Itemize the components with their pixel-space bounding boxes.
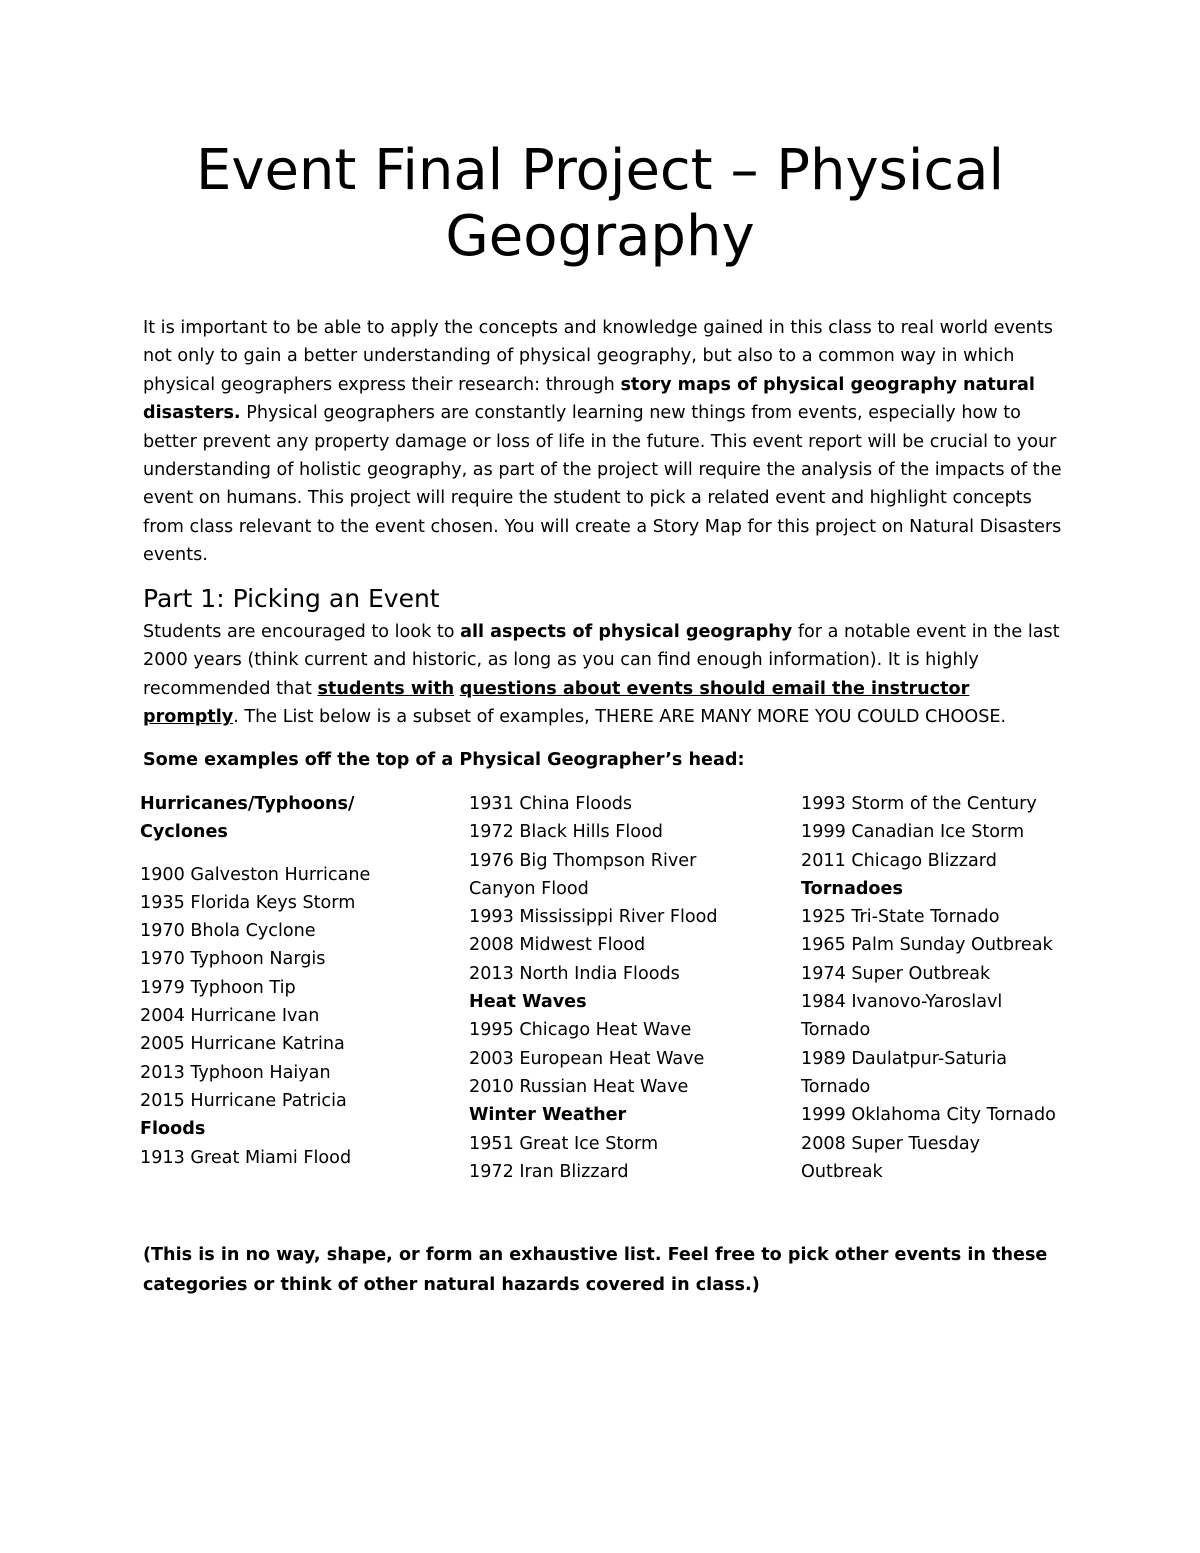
category-heading: Heat Waves: [469, 992, 587, 1013]
list-item: 1935 Florida Keys Storm: [140, 892, 356, 913]
examples-column-3: [801, 790, 1091, 1186]
list-item: 1913 Great Miami Flood: [140, 1147, 352, 1168]
category-heading: Tornadoes: [801, 878, 903, 899]
category-heading: Cyclones: [140, 822, 228, 843]
footer-note: (This is in no way, shape, or form an exhaustive list. Feel free to pick other events in these categories or think of other natural hazards covered in class.): [143, 1245, 1048, 1295]
examples-column-2: [469, 790, 769, 1186]
list-item: 1972 Iran Blizzard: [469, 1161, 629, 1182]
list-item: Tornado: [801, 1076, 871, 1097]
list-item: 1993 Mississippi River Flood: [469, 907, 718, 928]
part1-text-2: for a notable event in the last 2000 years (think current and historic, as long as you can find enough information). It is highly recommended that: [143, 622, 1060, 699]
intro-text-1: It is important to be able to apply the concepts and knowledge gained in this class to real world events not only to gain a better understanding of physical geography, but also to a common way in which physical geographers express their research: through: [143, 318, 1053, 395]
page-title: Event Final Project – Physical Geography: [195, 138, 1005, 269]
list-item: 1965 Palm Sunday Outbreak: [801, 935, 1053, 956]
category-heading: Winter Weather: [469, 1105, 627, 1126]
part1-underlined-text-2: questions about events should email the instructor promptly: [143, 678, 970, 728]
list-item: 2011 Chicago Blizzard: [801, 850, 997, 871]
list-item: 2005 Hurricane Katrina: [140, 1034, 345, 1055]
list-item: 1999 Oklahoma City Tornado: [801, 1105, 1056, 1126]
examples-column-1: [140, 790, 440, 1172]
list-item: 1984 Ivanovo-Yaroslavl: [801, 992, 1003, 1013]
part1-text-3: . The List below is a subset of examples, THERE ARE MANY MORE YOU COULD CHOOSE.: [233, 707, 1007, 728]
list-item: Tornado: [801, 1020, 871, 1041]
list-item: 1976 Big Thompson River: [469, 850, 697, 871]
list-item: 1951 Great Ice Storm: [469, 1133, 659, 1154]
part1-bold-text: all aspects of physical geography: [460, 622, 793, 642]
list-item: 1970 Bhola Cyclone: [140, 921, 316, 942]
intro-paragraph: [143, 314, 1063, 570]
list-item: 1989 Daulatpur-Saturia: [801, 1048, 1008, 1069]
part1-paragraph: [143, 618, 1063, 732]
part1-heading: Part 1: Picking an Event: [143, 584, 440, 613]
list-item: Canyon Flood: [469, 878, 589, 899]
list-item: Outbreak: [801, 1161, 883, 1182]
list-item: 1999 Canadian Ice Storm: [801, 822, 1025, 843]
list-item: 2008 Midwest Flood: [469, 935, 646, 956]
list-item: 2004 Hurricane Ivan: [140, 1006, 320, 1027]
intro-text-2: Physical geographers are constantly learning new things from events, especially how to better prevent any property damage or loss of life in the future. This event report will be crucial to your understanding of holistic geography, as part of the project will require the analysis of the impacts of the event on humans. This project will require the student to pick a related event and highlight concepts from class relevant to the event chosen. You will create a Story Map for this project on Natural Disasters events.: [143, 403, 1062, 566]
list-item: 1931 China Floods: [469, 794, 633, 814]
list-item: 1970 Typhoon Nargis: [140, 949, 326, 970]
list-item: 2010 Russian Heat Wave: [469, 1076, 689, 1097]
list-item: 1900 Galveston Hurricane: [140, 864, 371, 885]
list-item: 1979 Typhoon Tip: [140, 977, 296, 998]
part1-text-1: Students are encouraged to look to: [143, 622, 461, 642]
list-item: 1974 Super Outbreak: [801, 963, 991, 984]
list-item: 1993 Storm of the Century: [801, 794, 1037, 814]
list-item: 1972 Black Hills Flood: [469, 822, 663, 843]
category-heading: Hurricanes/Typhoons/: [140, 794, 355, 814]
category-heading: Floods: [140, 1119, 206, 1140]
list-item: 2003 European Heat Wave: [469, 1048, 705, 1069]
examples-heading: Some examples off the top of a Physical Geographer’s head:: [143, 750, 745, 770]
list-item: 2015 Hurricane Patricia: [140, 1090, 347, 1111]
list-item: 2013 North India Floods: [469, 963, 680, 984]
list-item: 2008 Super Tuesday: [801, 1133, 981, 1154]
part1-underlined-text-1: students with: [317, 678, 455, 699]
list-item: 2013 Typhoon Haiyan: [140, 1062, 331, 1083]
list-item: 1925 Tri-State Tornado: [801, 907, 1000, 928]
list-item: 1995 Chicago Heat Wave: [469, 1020, 692, 1041]
intro-bold-text: story maps of physical geography natural disasters.: [143, 374, 1035, 424]
